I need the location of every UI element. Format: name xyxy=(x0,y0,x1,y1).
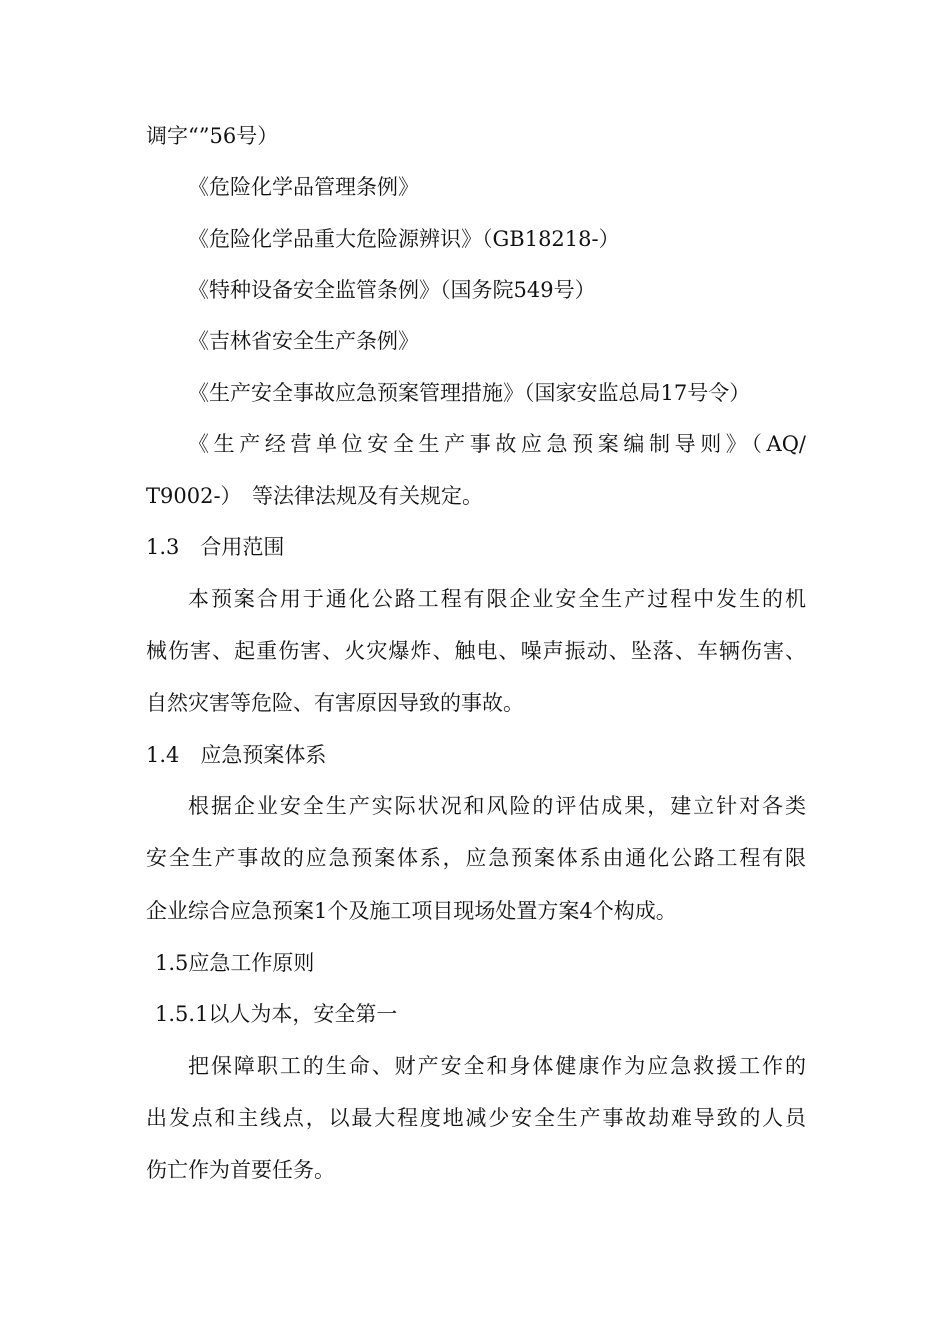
law-reference-6: 《生产经营单位安全生产事故应急预案编制导则》（AQ/ xyxy=(188,432,806,456)
law-reference-5: 《生产安全事故应急预案管理措施》（国家安监总局17号令） xyxy=(188,381,751,405)
section-heading-1-4: 1.4 应急预案体系 xyxy=(146,743,327,767)
paragraph-principle-line-2: 出发点和主线点，以最大程度地减少安全生产事故劫难导致的人员 xyxy=(146,1106,806,1130)
text-line-continuation: 调字“”56号） xyxy=(146,124,279,148)
paragraph-principle-line-3: 伤亡作为首要任务。 xyxy=(146,1158,335,1182)
section-heading-1-5: 1.5应急工作原则 xyxy=(155,951,315,975)
section-heading-1-3: 1.3 合用范围 xyxy=(146,535,285,559)
law-reference-4: 《吉林省安全生产条例》 xyxy=(188,329,419,353)
paragraph-scope-line-3: 自然灾害等危险、有害原因导致的事故。 xyxy=(146,691,524,715)
section-heading-1-5-1: 1.5.1以人为本，安全第一 xyxy=(155,1002,398,1026)
law-reference-6-continuation: T9002-） 等法律法规及有关规定。 xyxy=(146,484,484,508)
paragraph-system-line-2: 安全生产事故的应急预案体系，应急预案体系由通化公路工程有限 xyxy=(146,846,806,870)
law-reference-1: 《危险化学品管理条例》 xyxy=(188,175,419,199)
paragraph-scope-line-2: 械伤害、起重伤害、火灾爆炸、触电、噪声振动、坠落、车辆伤害、 xyxy=(146,639,806,663)
paragraph-principle-line-1: 把保障职工的生命、财产安全和身体健康作为应急救援工作的 xyxy=(188,1054,806,1078)
law-reference-2: 《危险化学品重大危险源辨识》（GB18218-） xyxy=(188,227,620,251)
paragraph-scope-line-1: 本预案合用于通化公路工程有限企业安全生产过程中发生的机 xyxy=(188,587,806,611)
paragraph-system-line-1: 根据企业安全生产实际状况和风险的评估成果，建立针对各类 xyxy=(188,794,806,818)
law-reference-3: 《特种设备安全监管条例》（国务院549号） xyxy=(188,278,596,302)
paragraph-system-line-3: 企业综合应急预案1个及施工项目现场处置方案4个构成。 xyxy=(146,899,677,923)
